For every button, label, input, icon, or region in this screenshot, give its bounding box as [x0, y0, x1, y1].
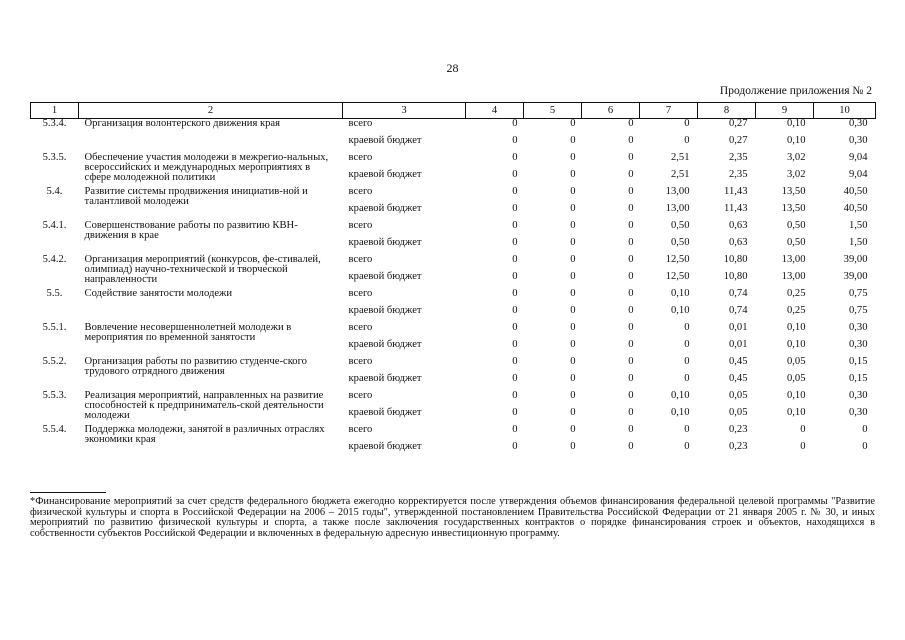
value-cell: 0,10	[670, 407, 690, 418]
funding-source: всего	[348, 152, 373, 163]
value-cell: 0	[570, 203, 576, 214]
value-cell: 0,10	[786, 322, 806, 333]
value-cell: 0	[512, 118, 518, 129]
value-cell: 0,74	[728, 288, 748, 299]
funding-source: всего	[348, 118, 373, 129]
row-name: Развитие системы продвижения инициатив-ной и талантливой молодежи	[84, 186, 308, 207]
value-cell: 0	[628, 441, 634, 452]
value-cell: 0	[628, 407, 634, 418]
value-cell: 0	[684, 356, 690, 367]
row-code: 5.4.2.	[42, 254, 67, 265]
funding-source: краевой бюджет	[348, 271, 422, 282]
value-cell: 11,43	[724, 203, 748, 214]
footnote: *Финансирование мероприятий за счет средств федерального бюджета ежегодно корректируется после утверждения объемов финансирования федеральной целевой программы "Развитие физической культуры и спорта в Российской Федерации на 2006 – 2015 годы", утвержденной постановлением Правительства Российской Федерации от 21 января 2005 г. № 30, и иных мероприятий по развитию физической культуры и спорта, а также после заключения государственных контрактов о порядке финансирования строек и объектов, находящихся в собственности субъектов Российской Федерации и включенных в федеральную адресную инвестиционную программу.	[30, 496, 875, 539]
funding-source: краевой бюджет	[348, 305, 422, 316]
value-cell: 0	[570, 271, 576, 282]
funding-source: всего	[348, 390, 373, 401]
column-header: 9	[756, 103, 814, 119]
value-cell: 0	[628, 390, 634, 401]
value-cell: 13,00	[665, 203, 690, 214]
value-cell: 0	[570, 339, 576, 350]
value-cell: 0	[512, 407, 518, 418]
footnote-separator	[30, 492, 106, 493]
value-cell: 40,50	[843, 186, 868, 197]
column-header: 8	[698, 103, 756, 119]
value-cell: 2,35	[728, 169, 748, 180]
table-row	[31, 255, 876, 272]
row-code: 5.5.4.	[42, 424, 67, 435]
value-cell: 2,35	[728, 152, 748, 163]
funding-source: краевой бюджет	[348, 169, 422, 180]
value-cell: 0	[684, 135, 690, 146]
value-cell: 0	[512, 135, 518, 146]
funding-source: краевой бюджет	[348, 407, 422, 418]
value-cell: 0	[628, 339, 634, 350]
value-cell: 0	[628, 237, 634, 248]
value-cell: 0,05	[786, 373, 806, 384]
value-cell: 0	[512, 339, 518, 350]
row-name: Обеспечение участия молодежи в межрегио-нальных, всероссийских и международных мероприятиях в сфере молодежной политики	[84, 152, 329, 183]
value-cell: 0	[628, 305, 634, 316]
row-code: 5.4.	[46, 186, 63, 197]
table-header-row	[31, 103, 876, 119]
table-row	[31, 391, 876, 408]
funding-source: всего	[348, 356, 373, 367]
row-code: 5.5.2.	[42, 356, 67, 367]
value-cell: 0	[628, 373, 634, 384]
table-row	[31, 221, 876, 238]
value-cell: 10,80	[723, 271, 748, 282]
value-cell: 0	[570, 118, 576, 129]
table-row	[31, 119, 876, 137]
value-cell: 0	[862, 441, 868, 452]
value-cell: 0	[628, 186, 634, 197]
value-cell: 0,63	[728, 220, 748, 231]
column-header: 4	[466, 103, 524, 119]
row-code: 5.5.1.	[42, 322, 67, 333]
table-row	[31, 289, 876, 306]
value-cell: 0,05	[728, 390, 748, 401]
value-cell: 0,30	[848, 339, 868, 350]
table-row	[31, 357, 876, 374]
value-cell: 0	[512, 356, 518, 367]
funding-source: краевой бюджет	[348, 441, 422, 452]
value-cell: 0	[628, 169, 634, 180]
row-name: Реализация мероприятий, направленных на развитие способностей к предприниматель-ской деятельности молодежи	[84, 390, 324, 421]
value-cell: 10,80	[723, 254, 748, 265]
row-name: Совершенствование работы по развитию КВН-движения в крае	[84, 220, 298, 241]
value-cell: 39,00	[843, 271, 868, 282]
value-cell: 0	[684, 424, 690, 435]
value-cell: 13,00	[781, 254, 806, 265]
value-cell: 3,02	[786, 152, 806, 163]
funding-source: краевой бюджет	[348, 203, 422, 214]
value-cell: 9,04	[848, 152, 868, 163]
table-row	[31, 425, 876, 442]
value-cell: 0	[570, 186, 576, 197]
table-row	[31, 153, 876, 170]
column-header: 1	[31, 103, 79, 119]
column-header: 10	[814, 103, 876, 119]
value-cell: 0	[570, 373, 576, 384]
budget-table	[30, 102, 876, 456]
value-cell: 0,30	[848, 322, 868, 333]
value-cell: 0,27	[728, 118, 748, 129]
row-code: 5.3.4.	[42, 118, 67, 129]
value-cell: 0	[512, 152, 518, 163]
value-cell: 0,75	[848, 288, 868, 299]
appendix-label: Продолжение приложения № 2	[719, 85, 872, 97]
value-cell: 0,05	[786, 356, 806, 367]
value-cell: 2,51	[670, 169, 690, 180]
value-cell: 12,50	[665, 271, 690, 282]
value-cell: 0	[628, 118, 634, 129]
value-cell: 0	[570, 288, 576, 299]
value-cell: 0,01	[728, 339, 748, 350]
value-cell: 0,25	[786, 305, 806, 316]
table-row	[31, 187, 876, 204]
value-cell: 0	[628, 152, 634, 163]
value-cell: 0	[512, 390, 518, 401]
value-cell: 13,50	[781, 203, 806, 214]
value-cell: 0,10	[786, 118, 806, 129]
row-name: Организация работы по развитию студенче-ского трудового отрядного движения	[84, 356, 307, 377]
value-cell: 39,00	[843, 254, 868, 265]
value-cell: 0,15	[848, 373, 868, 384]
row-code: 5.5.	[46, 288, 63, 299]
value-cell: 0	[512, 271, 518, 282]
column-header: 2	[79, 103, 343, 119]
value-cell: 0	[512, 424, 518, 435]
value-cell: 12,50	[665, 254, 690, 265]
value-cell: 0	[570, 254, 576, 265]
row-code: 5.5.3.	[42, 390, 67, 401]
value-cell: 0,27	[728, 135, 748, 146]
row-name: Содействие занятости молодежи	[84, 288, 233, 299]
value-cell: 0	[628, 220, 634, 231]
value-cell: 0,74	[728, 305, 748, 316]
row-code: 5.4.1.	[42, 220, 67, 231]
value-cell: 0	[570, 441, 576, 452]
value-cell: 0	[570, 152, 576, 163]
page-number: 28	[446, 61, 459, 75]
value-cell: 0	[570, 220, 576, 231]
value-cell: 0	[512, 288, 518, 299]
value-cell: 0,05	[728, 407, 748, 418]
row-name: Организация мероприятий (конкурсов, фе-стивалей, олимпиад) научно-технической и творческой направленности	[84, 254, 321, 285]
value-cell: 0	[862, 424, 868, 435]
value-cell: 0,25	[786, 288, 806, 299]
value-cell: 0	[570, 356, 576, 367]
value-cell: 3,02	[786, 169, 806, 180]
value-cell: 13,00	[781, 271, 806, 282]
value-cell: 11,43	[724, 186, 748, 197]
value-cell: 0,10	[670, 288, 690, 299]
value-cell: 13,00	[665, 186, 690, 197]
value-cell: 0	[512, 237, 518, 248]
value-cell: 0,10	[786, 407, 806, 418]
value-cell: 0,01	[728, 322, 748, 333]
value-cell: 0	[512, 186, 518, 197]
value-cell: 0,30	[848, 118, 868, 129]
funding-source: всего	[348, 424, 373, 435]
column-header: 7	[640, 103, 698, 119]
funding-source: краевой бюджет	[348, 373, 422, 384]
value-cell: 0	[800, 441, 806, 452]
funding-source: всего	[348, 254, 373, 265]
value-cell: 0	[628, 271, 634, 282]
value-cell: 0,10	[670, 390, 690, 401]
value-cell: 0	[684, 373, 690, 384]
value-cell: 40,50	[843, 203, 868, 214]
column-header: 3	[343, 103, 466, 119]
value-cell: 0,50	[786, 237, 806, 248]
value-cell: 0	[512, 322, 518, 333]
value-cell: 2,51	[670, 152, 690, 163]
value-cell: 0,23	[728, 424, 748, 435]
funding-source: краевой бюджет	[348, 237, 422, 248]
value-cell: 0	[628, 135, 634, 146]
value-cell: 0,10	[786, 339, 806, 350]
value-cell: 0	[570, 390, 576, 401]
value-cell: 0,45	[728, 373, 748, 384]
value-cell: 0	[628, 322, 634, 333]
value-cell: 0	[684, 441, 690, 452]
row-name: Организация волонтерского движения края	[84, 118, 281, 129]
value-cell: 0	[570, 305, 576, 316]
value-cell: 0	[684, 339, 690, 350]
funding-source: всего	[348, 186, 373, 197]
value-cell: 0,30	[848, 390, 868, 401]
value-cell: 0	[570, 237, 576, 248]
row-name: Вовлечение несовершеннолетней молодежи в мероприятия по временной занятости	[84, 322, 292, 343]
value-cell: 0	[512, 373, 518, 384]
funding-source: всего	[348, 220, 373, 231]
value-cell: 0	[628, 254, 634, 265]
value-cell: 0,75	[848, 305, 868, 316]
value-cell: 0	[628, 203, 634, 214]
funding-source: всего	[348, 322, 373, 333]
value-cell: 0,50	[670, 237, 690, 248]
value-cell: 0	[628, 356, 634, 367]
value-cell: 0	[570, 135, 576, 146]
column-header: 6	[582, 103, 640, 119]
row-code: 5.3.5.	[42, 152, 67, 163]
value-cell: 9,04	[848, 169, 868, 180]
value-cell: 0,10	[786, 390, 806, 401]
value-cell: 0,15	[848, 356, 868, 367]
funding-source: всего	[348, 288, 373, 299]
value-cell: 0,45	[728, 356, 748, 367]
value-cell: 0,50	[670, 220, 690, 231]
value-cell: 0,10	[786, 135, 806, 146]
value-cell: 0	[512, 254, 518, 265]
value-cell: 0	[628, 424, 634, 435]
column-header: 5	[524, 103, 582, 119]
value-cell: 0	[570, 424, 576, 435]
funding-source: краевой бюджет	[348, 339, 422, 350]
value-cell: 0	[512, 203, 518, 214]
value-cell: 0	[570, 169, 576, 180]
value-cell: 0	[512, 169, 518, 180]
value-cell: 0	[628, 288, 634, 299]
value-cell: 0,50	[786, 220, 806, 231]
value-cell: 0,30	[848, 135, 868, 146]
value-cell: 0	[570, 322, 576, 333]
table-row	[31, 323, 876, 340]
value-cell: 0	[800, 424, 806, 435]
value-cell: 0	[684, 322, 690, 333]
value-cell: 13,50	[781, 186, 806, 197]
value-cell: 0	[570, 407, 576, 418]
value-cell: 0,10	[670, 305, 690, 316]
value-cell: 0	[512, 305, 518, 316]
value-cell: 0	[512, 220, 518, 231]
funding-source: краевой бюджет	[348, 135, 422, 146]
value-cell: 1,50	[848, 237, 868, 248]
value-cell: 1,50	[848, 220, 868, 231]
value-cell: 0	[684, 118, 690, 129]
value-cell: 0,23	[728, 441, 748, 452]
value-cell: 0,30	[848, 407, 868, 418]
value-cell: 0	[512, 441, 518, 452]
value-cell: 0,63	[728, 237, 748, 248]
row-name: Поддержка молодежи, занятой в различных отраслях экономики края	[84, 424, 325, 445]
